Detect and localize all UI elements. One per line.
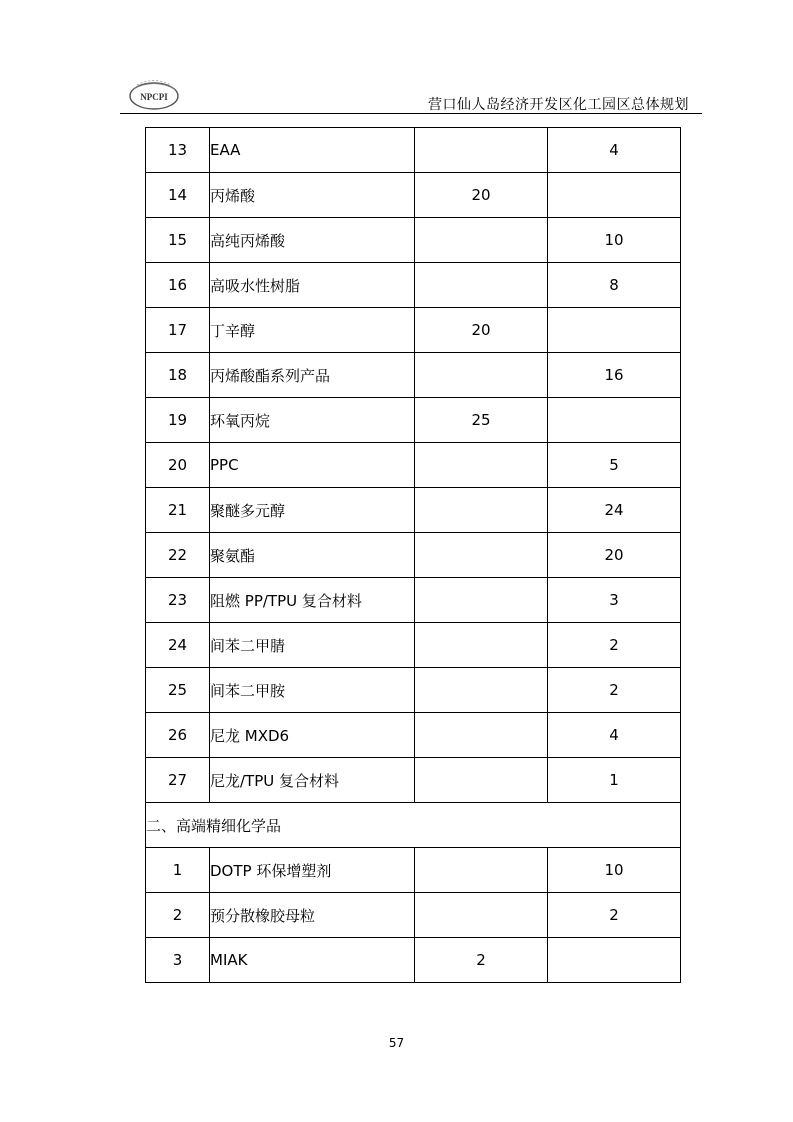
product-name: 丙烯酸	[210, 173, 415, 218]
row-number: 16	[146, 263, 210, 308]
value-col2: 2	[548, 668, 681, 713]
row-number: 2	[146, 893, 210, 938]
document-header-title: 营口仙人岛经济开发区化工园区总体规划	[428, 97, 689, 113]
product-name: 间苯二甲腈	[210, 623, 415, 668]
table-row	[146, 353, 681, 398]
row-number: 17	[146, 308, 210, 353]
value-col1	[415, 893, 548, 938]
product-name: 高纯丙烯酸	[210, 218, 415, 263]
npcpi-emblem-icon	[127, 76, 181, 112]
value-col1: 2	[415, 938, 548, 983]
value-col2: 1	[548, 758, 681, 803]
value-col2: 4	[548, 713, 681, 758]
value-col2: 20	[548, 533, 681, 578]
value-col1: 20	[415, 173, 548, 218]
value-col2: 10	[548, 218, 681, 263]
value-col2: 3	[548, 578, 681, 623]
table-row	[146, 893, 681, 938]
product-name: 尼龙 MXD6	[210, 713, 415, 758]
value-col2	[548, 398, 681, 443]
section-row	[146, 803, 681, 848]
value-col2: 2	[548, 623, 681, 668]
row-number: 22	[146, 533, 210, 578]
value-col2	[548, 308, 681, 353]
product-name: 聚醚多元醇	[210, 488, 415, 533]
value-col1	[415, 758, 548, 803]
row-number: 26	[146, 713, 210, 758]
value-col1: 25	[415, 398, 548, 443]
npcpi-logo	[127, 76, 181, 112]
value-col2: 24	[548, 488, 681, 533]
product-name: 聚氨酯	[210, 533, 415, 578]
value-col1	[415, 578, 548, 623]
table-row	[146, 848, 681, 893]
section-heading: 二、高端精细化学品	[146, 803, 681, 848]
value-col1	[415, 128, 548, 173]
value-col1	[415, 218, 548, 263]
value-col2: 16	[548, 353, 681, 398]
row-number: 24	[146, 623, 210, 668]
value-col2	[548, 938, 681, 983]
row-number: 25	[146, 668, 210, 713]
row-number: 14	[146, 173, 210, 218]
product-name: 间苯二甲胺	[210, 668, 415, 713]
table-row	[146, 398, 681, 443]
table-row	[146, 668, 681, 713]
table-row	[146, 533, 681, 578]
product-name: DOTP 环保增塑剂	[210, 848, 415, 893]
product-name: 高吸水性树脂	[210, 263, 415, 308]
value-col2: 10	[548, 848, 681, 893]
product-name: EAA	[210, 128, 415, 173]
product-name: 丙烯酸酯系列产品	[210, 353, 415, 398]
row-number: 20	[146, 443, 210, 488]
table-row	[146, 938, 681, 983]
table-row	[146, 758, 681, 803]
table-row	[146, 173, 681, 218]
value-col2: 4	[548, 128, 681, 173]
table-row	[146, 218, 681, 263]
product-name: 预分散橡胶母粒	[210, 893, 415, 938]
logo-text: NPCPI	[140, 92, 168, 102]
row-number: 1	[146, 848, 210, 893]
table-row	[146, 308, 681, 353]
value-col1	[415, 713, 548, 758]
product-name: MIAK	[210, 938, 415, 983]
value-col1	[415, 263, 548, 308]
product-name: 环氧丙烷	[210, 398, 415, 443]
row-number: 15	[146, 218, 210, 263]
table-row	[146, 488, 681, 533]
value-col1	[415, 623, 548, 668]
table-row	[146, 263, 681, 308]
value-col2: 2	[548, 893, 681, 938]
value-col2: 8	[548, 263, 681, 308]
table-row	[146, 443, 681, 488]
value-col1	[415, 488, 548, 533]
table-row	[146, 128, 681, 173]
value-col1	[415, 668, 548, 713]
table-row	[146, 713, 681, 758]
value-col1	[415, 353, 548, 398]
product-name: 阻燃 PP/TPU 复合材料	[210, 578, 415, 623]
product-name: PPC	[210, 443, 415, 488]
table-body	[146, 128, 681, 983]
row-number: 19	[146, 398, 210, 443]
product-name: 尼龙/TPU 复合材料	[210, 758, 415, 803]
row-number: 27	[146, 758, 210, 803]
row-number: 23	[146, 578, 210, 623]
value-col1	[415, 533, 548, 578]
value-col1	[415, 848, 548, 893]
value-col2	[548, 173, 681, 218]
row-number: 21	[146, 488, 210, 533]
table-row	[146, 578, 681, 623]
value-col2: 5	[548, 443, 681, 488]
value-col1	[415, 443, 548, 488]
row-number: 3	[146, 938, 210, 983]
product-capacity-table	[145, 127, 681, 983]
row-number: 13	[146, 128, 210, 173]
row-number: 18	[146, 353, 210, 398]
header-divider	[120, 113, 702, 114]
page-number: 57	[388, 1036, 405, 1050]
table-row	[146, 623, 681, 668]
product-name: 丁辛醇	[210, 308, 415, 353]
value-col1: 20	[415, 308, 548, 353]
